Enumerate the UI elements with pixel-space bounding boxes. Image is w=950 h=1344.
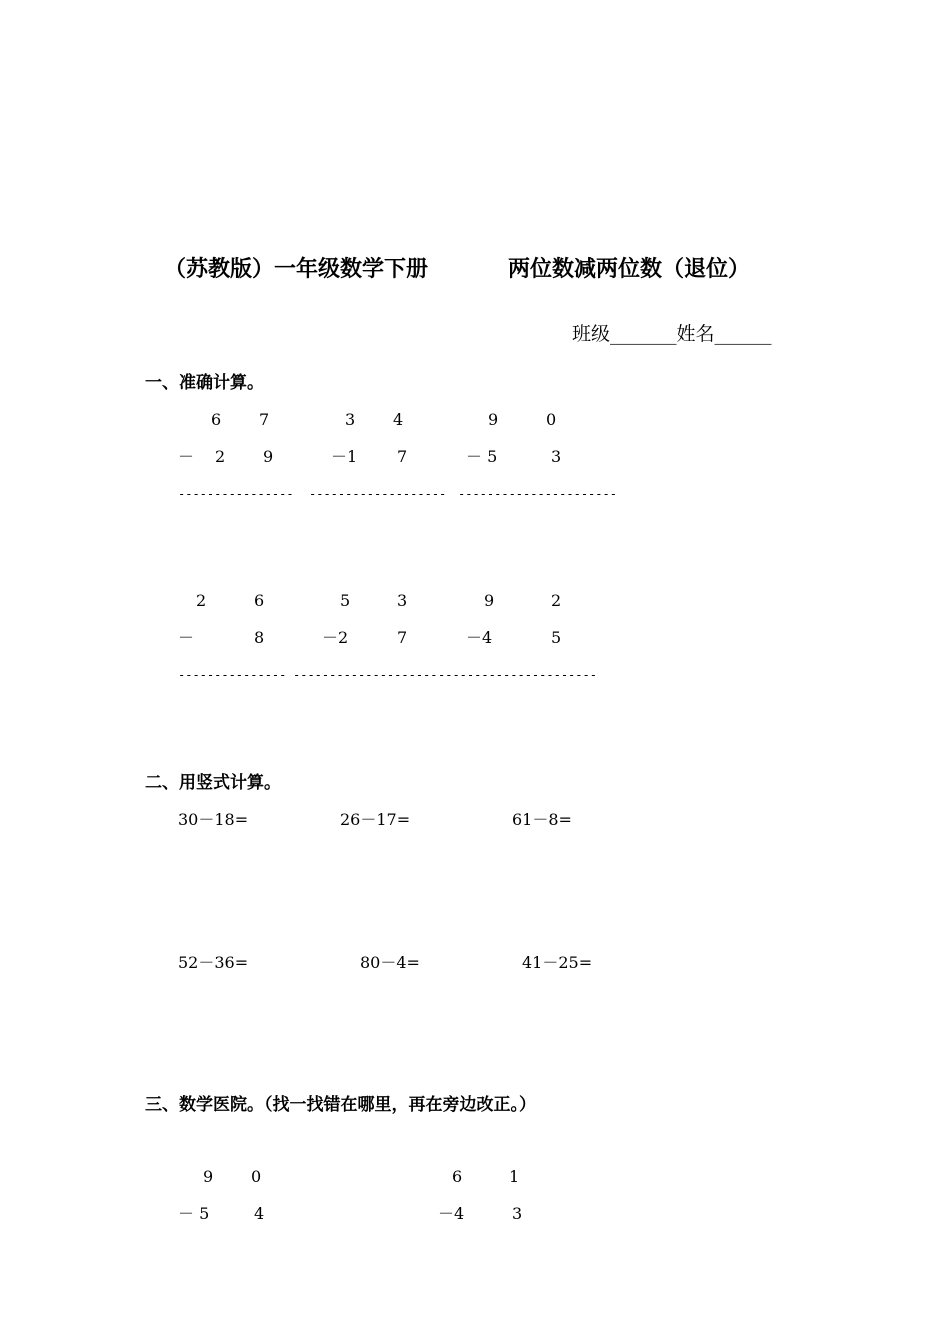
digit: 9 xyxy=(263,447,274,466)
digit: 2 xyxy=(215,447,226,466)
minus-sign: － xyxy=(178,447,195,466)
digit: 9 xyxy=(203,1167,214,1186)
digit: 6 xyxy=(254,591,265,610)
digit: 5 xyxy=(551,628,562,647)
digit: 7 xyxy=(397,447,408,466)
digit: 5 xyxy=(340,591,351,610)
digit: 0 xyxy=(251,1167,262,1186)
digit: 7 xyxy=(397,628,408,647)
digit: 9 xyxy=(488,410,499,429)
minus-sign: －4 xyxy=(438,1204,465,1223)
digit: 4 xyxy=(254,1204,265,1223)
expression: 26－17= xyxy=(340,810,411,829)
answer-line: ---------------- xyxy=(178,487,294,501)
minus-sign: －2 xyxy=(322,628,349,647)
expression: 41－25= xyxy=(522,953,593,972)
page-subtitle: 两位数减两位数（退位） xyxy=(508,257,751,282)
digit: 3 xyxy=(512,1204,523,1223)
expression: 61－8= xyxy=(512,810,572,829)
section-3-heading: 三、数学医院。（找一找错在哪里，再在旁边改正。） xyxy=(145,1095,536,1115)
digit: 3 xyxy=(345,410,356,429)
digit: 3 xyxy=(397,591,408,610)
class-name-line: 班级_______姓名______ xyxy=(572,323,772,345)
answer-line: -------------------- xyxy=(293,668,438,682)
digit: 6 xyxy=(211,410,222,429)
minus-sign: － 5 xyxy=(178,1204,210,1223)
section-2-heading: 二、用竖式计算。 xyxy=(145,773,281,793)
expression: 30－18= xyxy=(178,810,249,829)
minus-sign: － xyxy=(178,628,195,647)
expression: 80－4= xyxy=(360,953,420,972)
minus-sign: － 5 xyxy=(466,447,498,466)
digit: 8 xyxy=(254,628,265,647)
digit: 2 xyxy=(551,591,562,610)
minus-sign: －1 xyxy=(331,447,358,466)
digit: 7 xyxy=(259,410,270,429)
digit: 4 xyxy=(393,410,404,429)
page-title: （苏教版）一年级数学下册 xyxy=(164,257,429,282)
answer-line: ------------------- xyxy=(309,487,447,501)
digit: 9 xyxy=(484,591,495,610)
answer-line: ---------------------- xyxy=(458,487,617,501)
digit: 6 xyxy=(452,1167,463,1186)
answer-line: --------------- xyxy=(178,668,287,682)
section-1-heading: 一、准确计算。 xyxy=(145,373,264,393)
digit: 3 xyxy=(551,447,562,466)
digit: 1 xyxy=(509,1167,520,1186)
digit: 2 xyxy=(196,591,207,610)
minus-sign: －4 xyxy=(466,628,493,647)
expression: 52－36= xyxy=(178,953,249,972)
digit: 0 xyxy=(546,410,557,429)
answer-line: ---------------------- xyxy=(438,668,597,682)
